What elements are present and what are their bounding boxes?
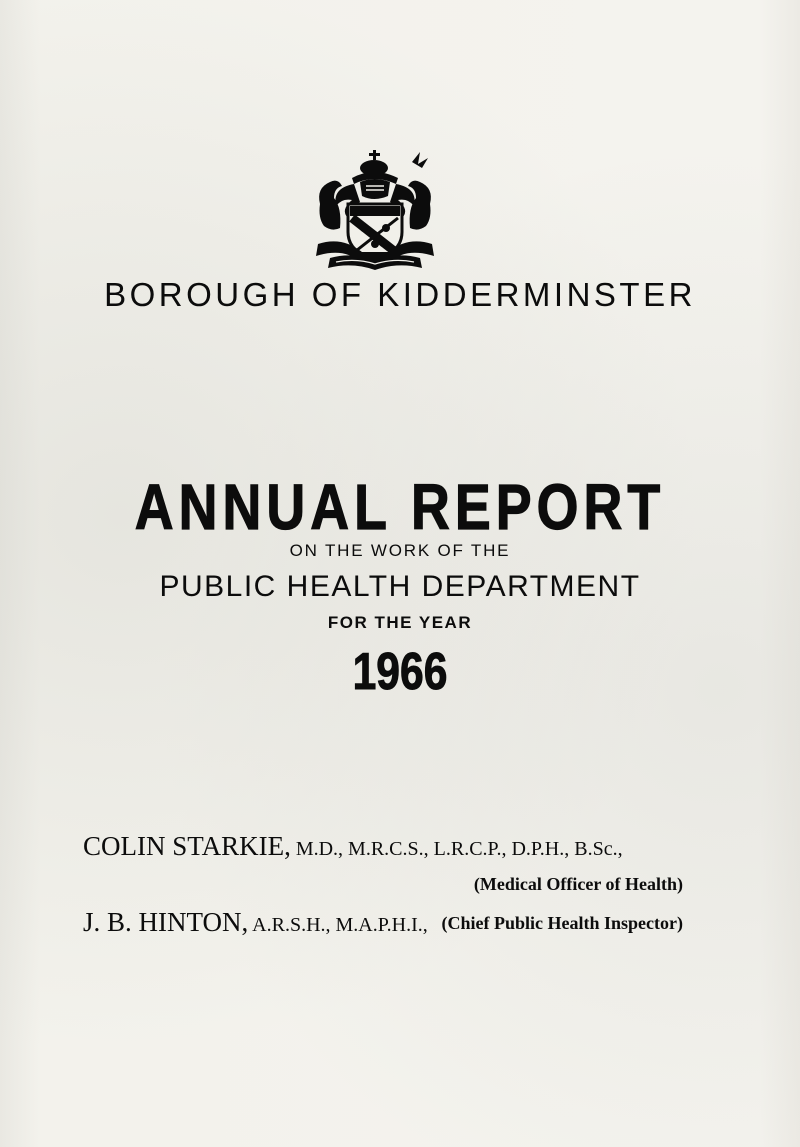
subtitle-for-the-year: FOR THE YEAR [327, 613, 473, 632]
cphi-name: J. B. HINTON, [83, 907, 249, 937]
subtitle-on-the-work: ON THE WORK OF THE [289, 541, 511, 560]
borough-heading: BOROUGH OF KIDDERMINSTER [104, 276, 696, 313]
moh-credentials: M.D., M.R.C.S., L.R.C.P., D.P.H., B.Sc., [290, 838, 623, 860]
report-title: ANNUAL REPORT [134, 471, 666, 543]
cphi-role: (Chief Public Health Inspector) [441, 913, 683, 933]
cphi-credentials: A.R.S.H., M.A.P.H.I., [248, 914, 428, 936]
moh-name-line [83, 831, 623, 862]
cphi-name-line [83, 907, 428, 938]
coat-of-arms-icon [312, 148, 438, 272]
moh-role: (Medical Officer of Health) [473, 874, 683, 894]
department-name: PUBLIC HEALTH DEPARTMENT [159, 570, 641, 603]
report-year: 1966 [352, 643, 448, 701]
moh-name: COLIN STARKIE, [83, 831, 291, 861]
